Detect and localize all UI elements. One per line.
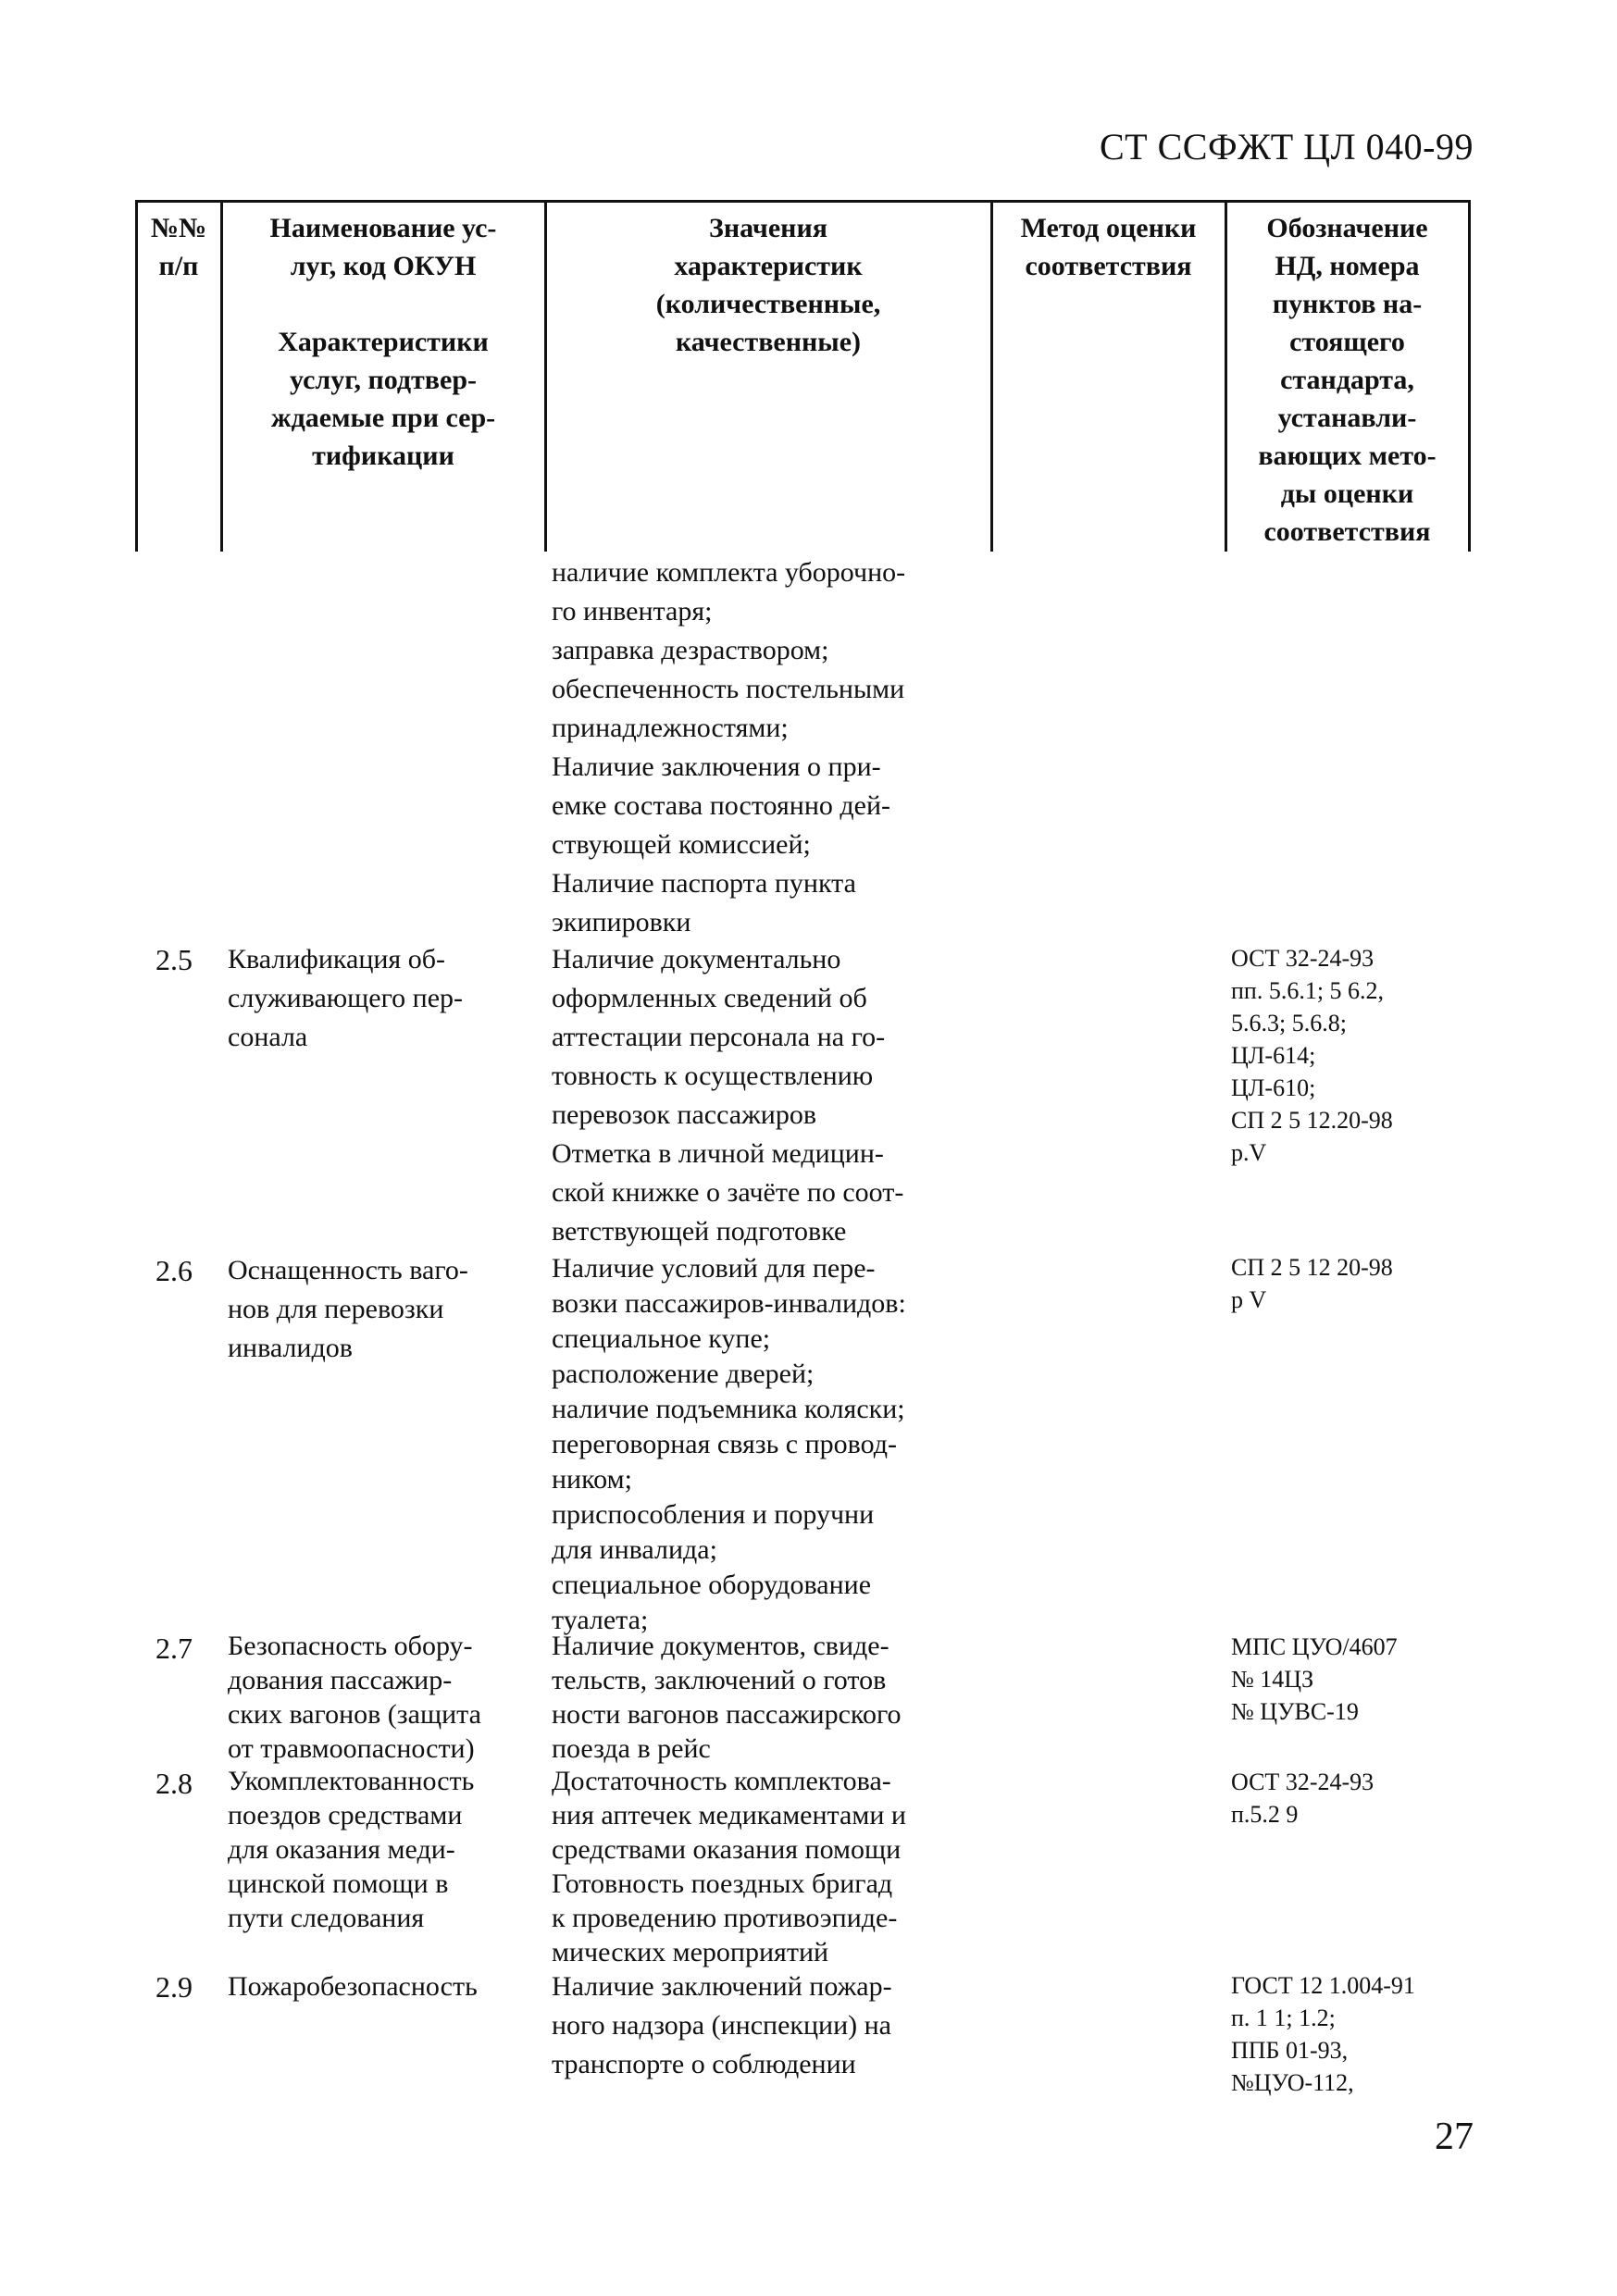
row-number: 2.7 (155, 1632, 193, 1665)
characteristic-values: Наличие документов, свиде- тельств, заключений о готов ности вагонов пассажирского поезда в рейс (552, 1631, 902, 1764)
vline-2 (220, 200, 223, 552)
nd-references: ОСТ 32-24-93 пп. 5.6.1; 5 6.2, 5.6.3; 5.6.8; ЦЛ-614; ЦЛ-610; СП 2 5 12.20-98 р.V (1231, 945, 1393, 1166)
header-col-nd: Обозначение НД, номера пунктов на- стоящего стандарта, устанавли- вающих мето- ды оценки соответствия (1258, 213, 1437, 547)
row-number: 2.5 (155, 943, 193, 976)
characteristic-values: Наличие документально оформленных сведений об аттестации персонала на го- товность к осуществлению перевозок пассажиров Отметка в личной медицин- ской книжке о зачёте по соот- ветствующей подготовке (552, 944, 904, 1247)
nd-references: СП 2 5 12 20-98 р V (1231, 1254, 1393, 1313)
row-number: 2.8 (155, 1767, 193, 1800)
nd-references: ОСТ 32-24-93 п.5.2 9 (1231, 1769, 1374, 1828)
continuation-values: наличие комплекта уборочно- го инвентаря; заправка дезраствором; обеспеченность постельными принадлежностями; Наличие заключения о при- емке состава постоянно дей- ствующей комиссией; Наличие паспорта пункта экипировки (552, 557, 906, 937)
vline-3 (544, 200, 547, 552)
service-name: Укомплектованность поездов средствами для оказания меди- цинской помощи в пути следования (228, 1766, 475, 1933)
page-number: 27 (1435, 2116, 1474, 2158)
service-name: Пожаробезопасность (228, 1971, 478, 2002)
row-number: 2.9 (155, 1970, 193, 2004)
vline-5 (1225, 200, 1227, 552)
header-col-values: Значения характеристик (количественные, качественные) (655, 213, 881, 357)
characteristic-values: Наличие заключений пожар- ного надзора (инспекции) на транспорте о соблюдении (552, 1971, 892, 2079)
header-col-method: Метод оценки соответствия (1020, 213, 1197, 281)
header-col-num: №№ п/п (150, 213, 207, 281)
characteristic-values: Наличие условий для пере- возки пассажиров-инвалидов: специальное купе; расположение дверей; наличие подъемника коляски; переговорная связь с провод- ником; приспособления и поручни для инвалида; специальное оборудование туалета; (552, 1253, 906, 1635)
nd-references: МПС ЦУО/4607 № 14ЦЗ № ЦУВС-19 (1231, 1633, 1398, 1725)
vline-4 (990, 200, 993, 552)
vline-6 (1468, 200, 1471, 552)
vline-1 (135, 200, 138, 552)
header-top-border (135, 200, 1471, 203)
service-name: Квалификация об- служивающего пер- сонала (228, 944, 464, 1052)
characteristic-values: Достаточность комплектова- ния аптечек медикаментами и средствами оказания помощи Готовность поездных бригад к проведению противоэпиде- мических мероприятий (552, 1766, 906, 1967)
row-number: 2.6 (155, 1254, 193, 1287)
document-code: СТ ССФЖТ ЦЛ 040-99 (1100, 126, 1474, 168)
nd-references: ГОСТ 12 1.004-91 п. 1 1; 1.2; ППБ 01-93, №ЦУО-112, (1231, 1972, 1415, 2096)
service-name: Оснащенность ваго- нов для перевозки инвалидов (228, 1255, 468, 1363)
header-col-name: Наименование ус- луг, код ОКУН Характеристики услуг, подтвер- ждаемые при сер- тификации (269, 213, 497, 471)
service-name: Безопасность обору- дования пассажир- ских вагонов (защита от травмоопасности) (228, 1631, 481, 1764)
